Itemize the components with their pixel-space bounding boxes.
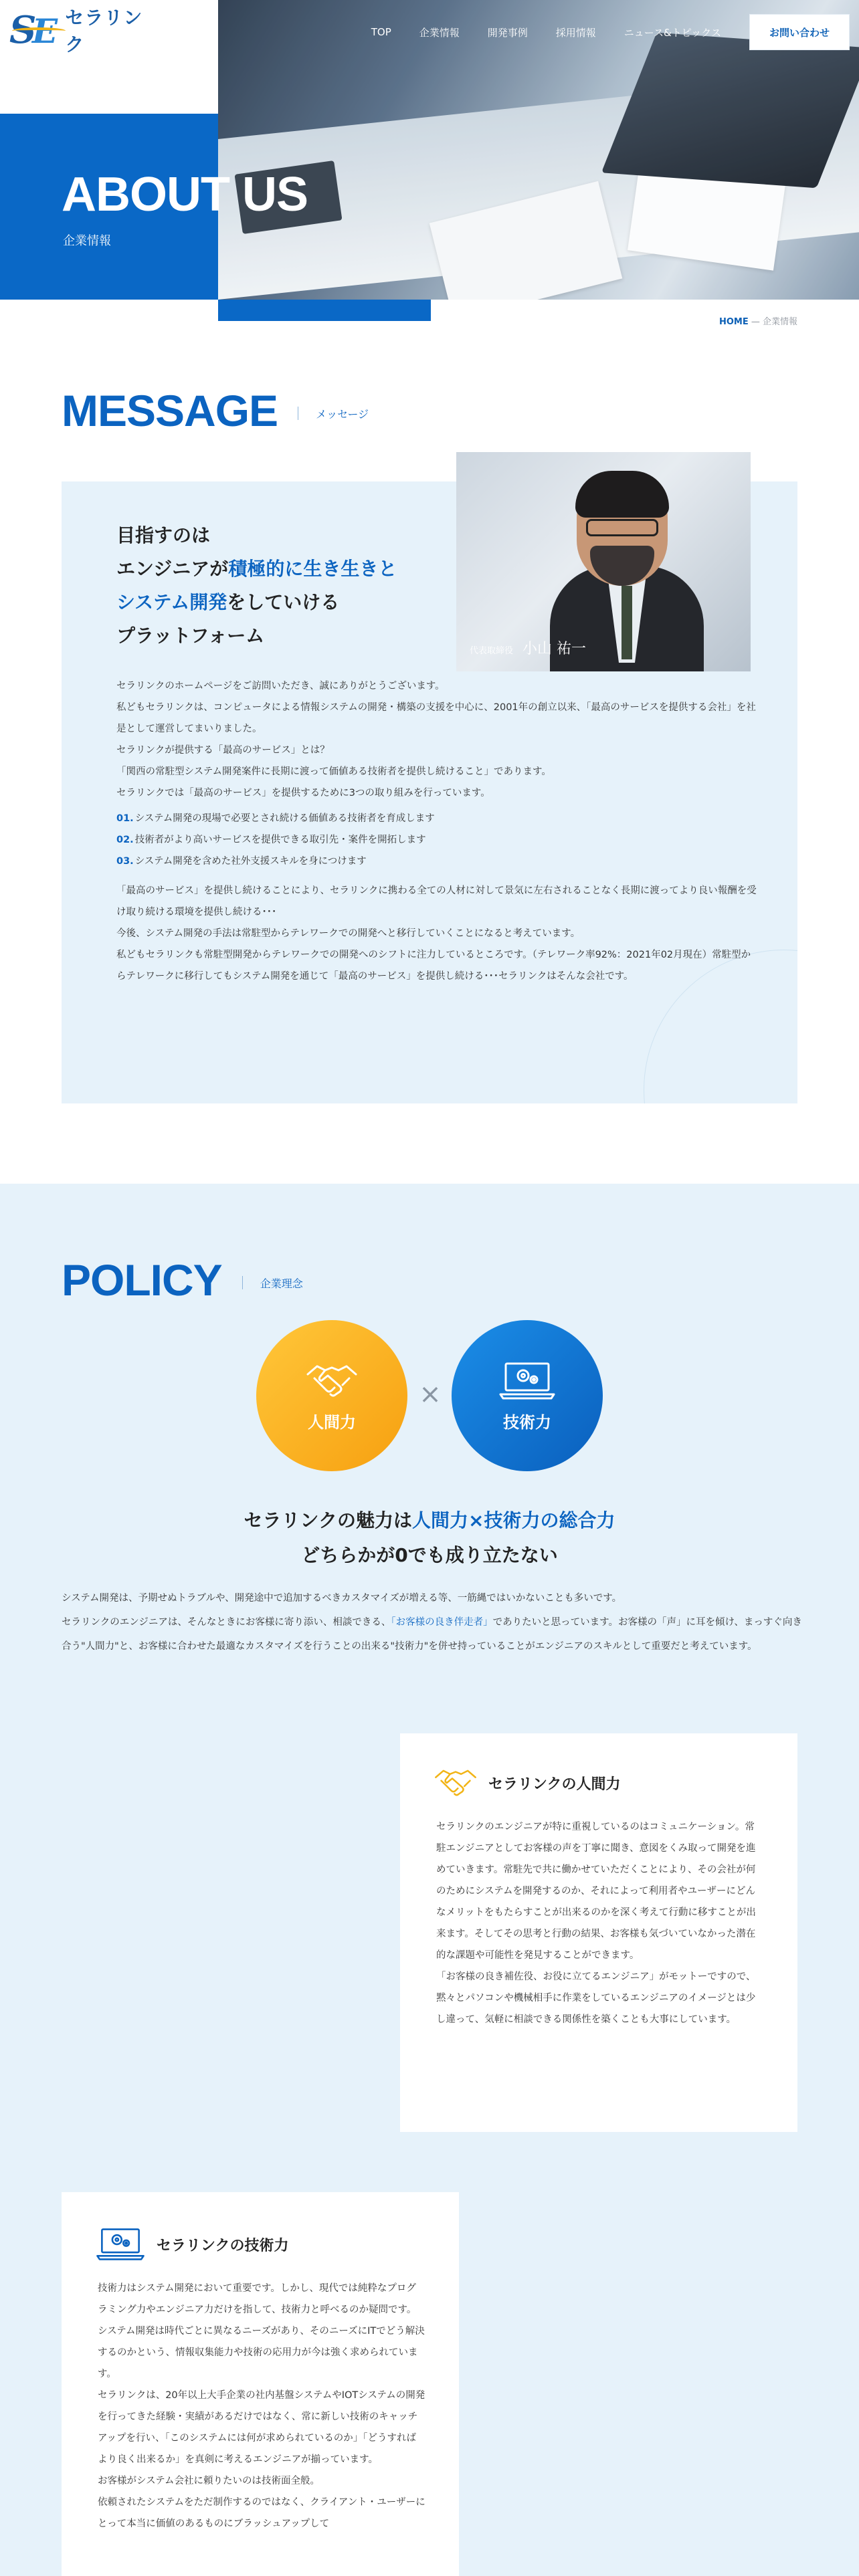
photo-tie (622, 586, 632, 659)
card-title-text: セラリンクの人間力 (488, 1776, 621, 1793)
logo-swoosh (12, 27, 66, 34)
list-text: 技術者がより高いサービスを提供できる取引先・案件を開拓します (134, 835, 426, 845)
policy-paragraph: システム開発は、予期せぬトラブルや、開発途中で追加するべきカスタマイズが増える等、一筋縄ではいかないことも多いです。 (62, 1593, 622, 1604)
logo-letter-e: E (32, 11, 58, 51)
page-subtitle: 企業情報 (63, 234, 111, 248)
policy-paragraph (62, 1610, 804, 1658)
heading-text: をしていける (227, 591, 340, 613)
nav-recruit[interactable]: 採用情報 (555, 26, 596, 39)
policy-subtitle: 企業理念 (260, 1277, 303, 1290)
heading-highlight: システム開発 (116, 591, 227, 613)
list-number: 03. (116, 856, 134, 867)
message-paragraph: 「関西の常駐型システム開発案件に長期に渡って価値ある技術者を提供し続けること」であります。 (116, 766, 551, 777)
headline-line: どちらかが0でも成り立たない (301, 1544, 558, 1566)
card-paragraph: 技術力はシステム開発において重要です。しかし、現代では純粋なプログラミング力やエンジニア力だけを指して、技術力と呼べるのか疑問です。システム開発は時代ごとに異なるニーズがあり、そのニーズにITでどう解決するのかという、情報収集能力や技術の応用力が今は強く求められています。 (98, 2283, 425, 2379)
card-body (436, 1816, 764, 2030)
message-paragraph: セラリンクが提供する「最高のサービス」とは？ (116, 745, 330, 756)
policy-body (62, 1586, 804, 1658)
handshake-icon (434, 1764, 478, 1802)
title-divider (242, 1276, 243, 1289)
card-title-text: セラリンクの技術力 (157, 2237, 289, 2254)
message-paragraph: 「最高のサービス」を提供し続けることにより、セラリンクに携わる全ての人材に対して景気に左右されることなく長期に渡ってより良い報酬を受け取り続ける環境を提供し続ける･･･ (116, 885, 757, 918)
nav-cases[interactable]: 開発事例 (487, 26, 528, 39)
breadcrumb (719, 314, 797, 327)
card-paragraph: お客様がシステム会社に頼りたいのは技術面全般。 (98, 2476, 320, 2486)
message-paragraph: 今後、システム開発の手法は常駐型からテレワークでの開発へと移行していくことになると考えています。 (116, 928, 581, 939)
list-number: 01. (116, 813, 134, 824)
card-paragraph: 「お客様の良き補佐役、お役に立てるエンジニア」がモットーですので、黙々とパソコンや機械相手に作業をしているエンジニアのイメージとは少し違って、気軽に相談できる関係性を築くことも大事にしています。 (436, 1971, 756, 2025)
photo-glasses (586, 519, 658, 536)
laptop-gear-icon (95, 2226, 146, 2263)
card-paragraph: セラリンクは、20年以上大手企業の社内基盤システムやIOTシステムの開発を行ってきた経験・実績があるだけではなく、常に新しい技術のキャッチアップを行い、「このシステムには何が求められているのか」「どうすればより良く出来るか」を真剣に考えるエンジニアが揃っています。 (98, 2390, 425, 2465)
list-text: システム開発を含めた社外支援スキルを身につけます (134, 856, 367, 867)
card-title (434, 1764, 621, 1802)
card-body (98, 2278, 425, 2535)
logo-mark (9, 10, 64, 50)
page-title: ABOUT US (62, 168, 308, 221)
list-item (116, 808, 759, 829)
main-nav (371, 13, 859, 51)
photo-caption (470, 637, 586, 658)
handshake-icon (305, 1360, 359, 1402)
ceo-role: 代表取締役 (470, 646, 514, 656)
ceo-photo (456, 452, 751, 671)
card-paragraph: セラリンクのエンジニアが特に重視しているのはコミュニケーション。常駐エンジニアとしてお客様の声を丁寧に聞き、意図をくみ取って開発を進めていきます。常駐先で共に働かせていただくことにより、その会社が何のためにシステムを開発するのか、それによって利用者やユーザーにどんなメリットをもたらすことが出来るのかを深く考えて行動に移すことが出来ます。そしてその思考と行動の結果、お客様も気づいていなかった潜在的な課題や可能性を発見することができます。 (436, 1822, 756, 1961)
tech-power-card (62, 2192, 459, 2576)
policy-text: でありたいと思っています。お客様の「声」に耳を傾け、まっすぐ向き合う"人間力"と、お客様に合わせた最適なカスタマイズを行うことの出来る"技術力"を併せ持っていることがエンジニアのスキルとして重要だと考えています。 (62, 1617, 802, 1652)
message-subtitle: メッセージ (316, 407, 369, 421)
policy-title: POLICY (62, 1255, 222, 1305)
hero-blue-bar (218, 300, 431, 321)
list-item (116, 829, 759, 851)
breadcrumb-current: 企業情報 (762, 317, 797, 327)
human-power-label: 人間力 (308, 1412, 356, 1432)
initiatives-list (116, 808, 759, 872)
policy-text: セラリンクのエンジニアは、そんなときにお客様に寄り添い、相談できる、 (62, 1617, 391, 1628)
card-paragraph: 依頼されたシステムをただ制作するのではなく、クライアント・ユーザーにとって本当に価値のあるものにブラッシュアップして (98, 2497, 425, 2529)
heading-text: エンジニアが (116, 558, 229, 580)
logo-text: セラリンク (65, 7, 143, 56)
headline-line (0, 1503, 859, 1538)
policy-section-head (62, 1255, 303, 1305)
heading-line: プラットフォーム (116, 625, 265, 647)
message-paragraph: セラリンクでは「最高のサービス」を提供するために3つの取り組みを行っています。 (116, 788, 490, 798)
laptop-gear-icon (498, 1360, 557, 1402)
nav-company[interactable]: 企業情報 (419, 26, 460, 39)
human-power-circle (256, 1320, 407, 1471)
message-section-head (62, 385, 369, 436)
heading-line (116, 552, 397, 586)
message-paragraph: 私どもセラリンクは、コンピュータによる情報システムの開発・構築の支援を中心に、2001年の創立以来、「最高のサービスを提供する会社」を社是として運営してまいりました。 (116, 702, 756, 734)
multiply-sign: × (419, 1379, 442, 1410)
message-paragraph: セラリンクのホームページをご訪問いただき、誠にありがとうございます。 (116, 681, 445, 691)
list-number: 02. (116, 835, 134, 845)
policy-headline (0, 1503, 859, 1573)
breadcrumb-separator: — (751, 317, 760, 327)
site-logo[interactable] (9, 7, 157, 56)
contact-button[interactable]: お問い合わせ (749, 14, 850, 50)
ceo-name: 小山 祐一 (522, 641, 587, 657)
heading-line: 目指すのは (116, 524, 211, 546)
message-body (116, 675, 759, 987)
breadcrumb-home[interactable]: HOME (719, 317, 749, 327)
card-title (95, 2226, 289, 2263)
list-item (116, 851, 759, 872)
heading-highlight: 積極的に生き生きと (228, 558, 397, 580)
message-title: MESSAGE (62, 386, 278, 435)
photo-hair (575, 471, 669, 518)
nav-top[interactable]: TOP (371, 26, 391, 38)
policy-highlight: 「お客様の良き伴走者」 (391, 1617, 493, 1628)
tech-power-label: 技術力 (503, 1412, 551, 1432)
headline-text: セラリンクの魅力は (244, 1509, 412, 1531)
logo-letter-s: S (9, 8, 37, 52)
human-power-card (400, 1733, 797, 2132)
list-text: システム開発の現場で必要とされ続ける価値ある技術者を育成します (134, 813, 435, 824)
nav-news[interactable]: ニュース&トピックス (624, 26, 721, 39)
message-heading (116, 519, 397, 653)
headline-highlight: 人間力×技術力の総合力 (411, 1509, 615, 1531)
heading-line (116, 586, 397, 619)
tech-power-circle (452, 1320, 603, 1471)
message-paragraph: 私どもセラリンクも常駐型開発からテレワークでの開発へのシフトに注力しているところです。（テレワーク率92%：2021年02月現在）常駐型からテレワークに移行してもシステム開発を通じて「最高のサービス」を提供し続ける･･･セラリンクはそんな会社です。 (116, 950, 751, 982)
